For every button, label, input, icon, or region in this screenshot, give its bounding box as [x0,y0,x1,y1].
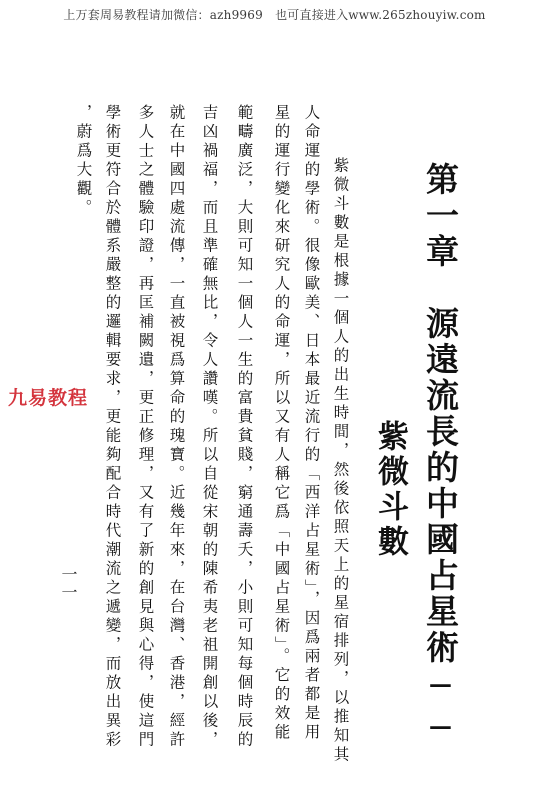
page-number: 一一 [59,566,78,602]
paragraph-line: 吉凶禍福，而且準確無比，令人讚嘆。所以自從宋朝的陳希夷老祖開創以後， [200,104,219,750]
paragraph-line: 星的運行變化來研究人的命運，所以又有人稱它爲「中國占星術」。它的效能 [272,104,291,743]
chapter-subtitle: 紫微斗數 [372,420,408,560]
paragraph-line: 學術更符合於體系嚴整的邏輯要求，更能夠配合時代潮流之遞變，而放出異彩 [103,104,122,750]
paragraph-line: ，蔚爲大觀。 [74,104,93,218]
paragraph-line: 範疇廣泛，大則可知一個人一生的富貴貧賤，窮通壽夭，小則可知每個時辰的 [235,104,254,750]
paragraph-line: 就在中國四處流傳，一直被視爲算命的瑰寶。近幾年來，在台灣、香港，經許 [167,104,186,750]
watermark-logo: 九易教程 [8,387,89,409]
paragraph-line: 人命運的學術。很像歐美、日本最近流行的「西洋占星術」，因爲兩者都是用 [302,104,321,743]
header-banner: 上万套周易教程请加微信：azh9969 也可直接进入www.265zhouyiw.com [63,8,486,22]
paragraph-line: 紫微斗數是根據一個人的出生時間，然後依照天上的星宿排列，以推知其 [331,138,350,765]
chapter-title: 第一章 源遠流長的中國占星術── [421,162,460,750]
paragraph-line: 多人士之體驗印證，再匡補闕遺，更正修理，又有了新的創見與心得，使這門 [136,104,155,750]
